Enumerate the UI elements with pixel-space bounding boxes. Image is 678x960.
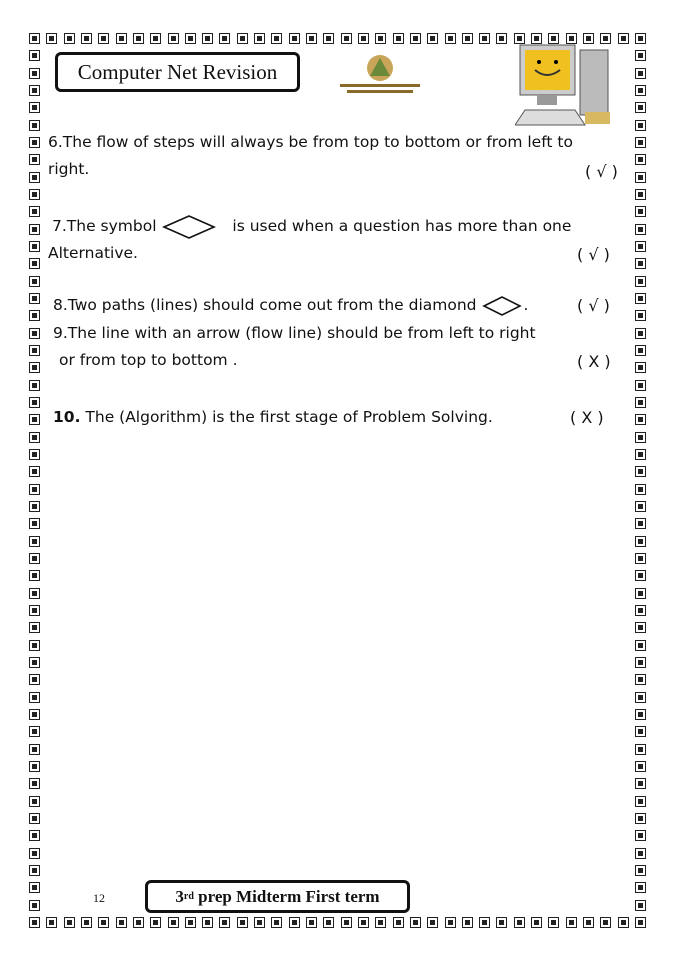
border-tile <box>202 917 213 928</box>
border-tile <box>445 33 456 44</box>
border-tile <box>635 85 646 96</box>
border-tile <box>548 917 559 928</box>
border-tile <box>289 33 300 44</box>
border-tile <box>635 224 646 235</box>
border-tile <box>635 709 646 720</box>
border-tile <box>341 917 352 928</box>
border-tile <box>29 830 40 841</box>
question-text: 9.The line with an arrow (flow line) should be from left to right <box>53 324 536 342</box>
border-tile <box>29 900 40 911</box>
border-tile <box>635 744 646 755</box>
border-tile <box>29 726 40 737</box>
border-tile <box>29 85 40 96</box>
border-tile <box>635 328 646 339</box>
border-tile <box>635 830 646 841</box>
border-tile <box>29 622 40 633</box>
border-tile <box>29 137 40 148</box>
border-tile <box>29 518 40 529</box>
border-tile <box>635 813 646 824</box>
border-tile <box>150 33 161 44</box>
border-tile <box>133 917 144 928</box>
question-text: or from top to bottom . <box>59 351 238 369</box>
border-tile <box>116 917 127 928</box>
border-tile <box>635 882 646 893</box>
border-tile <box>29 397 40 408</box>
border-tile <box>635 68 646 79</box>
question-text: right. <box>48 160 90 178</box>
border-tile <box>29 536 40 547</box>
border-tile <box>29 865 40 876</box>
border-tile <box>29 605 40 616</box>
border-tile <box>635 674 646 685</box>
border-tile <box>635 120 646 131</box>
border-tile <box>635 570 646 581</box>
border-tile <box>29 345 40 356</box>
border-tile <box>29 657 40 668</box>
border-tile <box>29 692 40 703</box>
answer-8: ( √ ) <box>577 296 610 315</box>
question-text: is used when a question has more than one <box>232 217 572 235</box>
border-tile <box>29 241 40 252</box>
border-tile <box>29 917 40 928</box>
border-tile <box>635 761 646 772</box>
border-tile <box>323 33 334 44</box>
border-tile <box>29 293 40 304</box>
border-tile <box>271 33 282 44</box>
border-tile <box>81 33 92 44</box>
answer-6: ( √ ) <box>585 162 618 181</box>
border-tile <box>566 917 577 928</box>
border-tile <box>29 68 40 79</box>
border-tile <box>29 640 40 651</box>
border-tile <box>271 917 282 928</box>
border-tile <box>410 917 421 928</box>
border-tile <box>635 276 646 287</box>
border-tile <box>29 432 40 443</box>
border-tile <box>306 917 317 928</box>
question-number: 10. <box>53 408 81 426</box>
computer-illustration <box>515 40 630 130</box>
border-tile <box>462 33 473 44</box>
page-number: 12 <box>93 891 105 905</box>
border-tile <box>635 362 646 373</box>
border-tile <box>479 33 490 44</box>
border-tile <box>29 501 40 512</box>
border-tile <box>496 917 507 928</box>
border-tile <box>29 848 40 859</box>
border-tile <box>29 484 40 495</box>
border-tile <box>600 917 611 928</box>
border-tile <box>635 172 646 183</box>
border-tile <box>29 120 40 131</box>
border-tile <box>29 588 40 599</box>
border-tile <box>168 33 179 44</box>
footer-label <box>145 880 410 913</box>
border-tile <box>29 276 40 287</box>
border-tile <box>427 917 438 928</box>
question-8 <box>53 292 528 319</box>
border-tile <box>29 761 40 772</box>
footer-text: prep Midterm First term <box>193 886 380 906</box>
border-tile <box>29 258 40 269</box>
border-tile <box>29 813 40 824</box>
border-tile <box>635 518 646 529</box>
border-tile <box>168 917 179 928</box>
border-tile <box>635 501 646 512</box>
border-tile <box>635 917 646 928</box>
border-tile <box>306 33 317 44</box>
border-tile <box>635 154 646 165</box>
answer-9: ( X ) <box>577 352 611 371</box>
border-tile <box>635 397 646 408</box>
border-tile <box>150 917 161 928</box>
border-tile <box>375 917 386 928</box>
border-tile <box>635 380 646 391</box>
border-tile <box>393 33 404 44</box>
border-tile <box>393 917 404 928</box>
border-tile <box>64 33 75 44</box>
border-tile <box>185 917 196 928</box>
border-tile <box>29 796 40 807</box>
border-tile <box>635 33 646 44</box>
border-tile <box>29 310 40 321</box>
border-tile <box>635 484 646 495</box>
border-tile <box>29 362 40 373</box>
border-tile <box>29 380 40 391</box>
border-tile <box>514 917 525 928</box>
border-tile <box>635 657 646 668</box>
border-tile <box>29 328 40 339</box>
border-tile <box>29 50 40 61</box>
question-text: . <box>523 296 529 314</box>
border-tile <box>237 33 248 44</box>
border-tile <box>410 33 421 44</box>
question-6 <box>48 129 573 183</box>
border-tile <box>635 622 646 633</box>
border-tile <box>341 33 352 44</box>
border-tile <box>29 882 40 893</box>
border-tile <box>219 917 230 928</box>
question-text: The (Algorithm) is the first stage of Problem Solving. <box>80 408 493 426</box>
border-tile <box>185 33 196 44</box>
border-tile <box>479 917 490 928</box>
border-tile <box>635 206 646 217</box>
border-tile <box>427 33 438 44</box>
border-tile <box>635 553 646 564</box>
institute-logo <box>335 52 425 97</box>
border-tile <box>46 917 57 928</box>
border-tile <box>635 726 646 737</box>
border-tile <box>635 310 646 321</box>
border-tile <box>29 553 40 564</box>
border-tile <box>635 50 646 61</box>
border-tile <box>635 900 646 911</box>
border-tile <box>29 709 40 720</box>
border-tile <box>29 33 40 44</box>
border-tile <box>29 206 40 217</box>
border-tile <box>29 102 40 113</box>
border-tile <box>29 570 40 581</box>
border-tile <box>583 917 594 928</box>
border-tile <box>98 917 109 928</box>
border-tile <box>635 865 646 876</box>
grade-number: 3 <box>175 886 184 906</box>
ordinal-suffix: rd <box>183 891 194 902</box>
border-tile <box>445 917 456 928</box>
border-tile <box>29 172 40 183</box>
border-tile <box>635 258 646 269</box>
border-tile <box>635 189 646 200</box>
border-tile <box>29 778 40 789</box>
border-tile <box>254 917 265 928</box>
question-10 <box>53 404 493 431</box>
question-text: Alternative. <box>48 244 138 262</box>
question-text: 6.The flow of steps will always be from top to bottom or from left to <box>48 133 573 151</box>
page-title: Computer Net Revision <box>55 52 300 92</box>
border-tile <box>358 917 369 928</box>
answer-7: ( √ ) <box>577 245 610 264</box>
border-tile <box>29 154 40 165</box>
border-tile <box>635 778 646 789</box>
border-tile <box>635 605 646 616</box>
border-tile <box>254 33 265 44</box>
border-tile <box>635 449 646 460</box>
border-tile <box>635 796 646 807</box>
border-tile <box>496 33 507 44</box>
border-tile <box>462 917 473 928</box>
question-text: 8.Two paths (lines) should come out from the diamond <box>53 296 477 314</box>
border-tile <box>635 414 646 425</box>
border-tile <box>531 917 542 928</box>
border-tile <box>635 640 646 651</box>
border-tile <box>635 137 646 148</box>
border-tile <box>29 674 40 685</box>
answer-10: ( X ) <box>570 408 604 427</box>
border-tile <box>219 33 230 44</box>
border-tile <box>635 466 646 477</box>
border-tile <box>64 917 75 928</box>
border-tile <box>635 293 646 304</box>
border-tile <box>202 33 213 44</box>
border-tile <box>635 588 646 599</box>
border-tile <box>635 345 646 356</box>
question-text: 7.The symbol <box>52 217 157 235</box>
border-tile <box>29 224 40 235</box>
border-tile <box>237 917 248 928</box>
border-tile <box>116 33 127 44</box>
border-tile <box>635 692 646 703</box>
border-tile <box>29 414 40 425</box>
border-tile <box>46 33 57 44</box>
question-9 <box>53 320 536 374</box>
diamond-symbol-icon <box>161 214 217 240</box>
question-7 <box>48 213 572 267</box>
border-tile <box>635 432 646 443</box>
border-tile <box>635 102 646 113</box>
border-tile <box>29 466 40 477</box>
border-tile <box>358 33 369 44</box>
border-tile <box>81 917 92 928</box>
border-tile <box>323 917 334 928</box>
border-tile <box>635 848 646 859</box>
diamond-symbol-icon <box>481 295 523 317</box>
border-tile <box>635 536 646 547</box>
border-tile <box>29 744 40 755</box>
border-tile <box>29 189 40 200</box>
border-tile <box>289 917 300 928</box>
border-tile <box>98 33 109 44</box>
border-tile <box>375 33 386 44</box>
border-tile <box>133 33 144 44</box>
border-tile <box>618 917 629 928</box>
border-tile <box>635 241 646 252</box>
border-tile <box>29 449 40 460</box>
